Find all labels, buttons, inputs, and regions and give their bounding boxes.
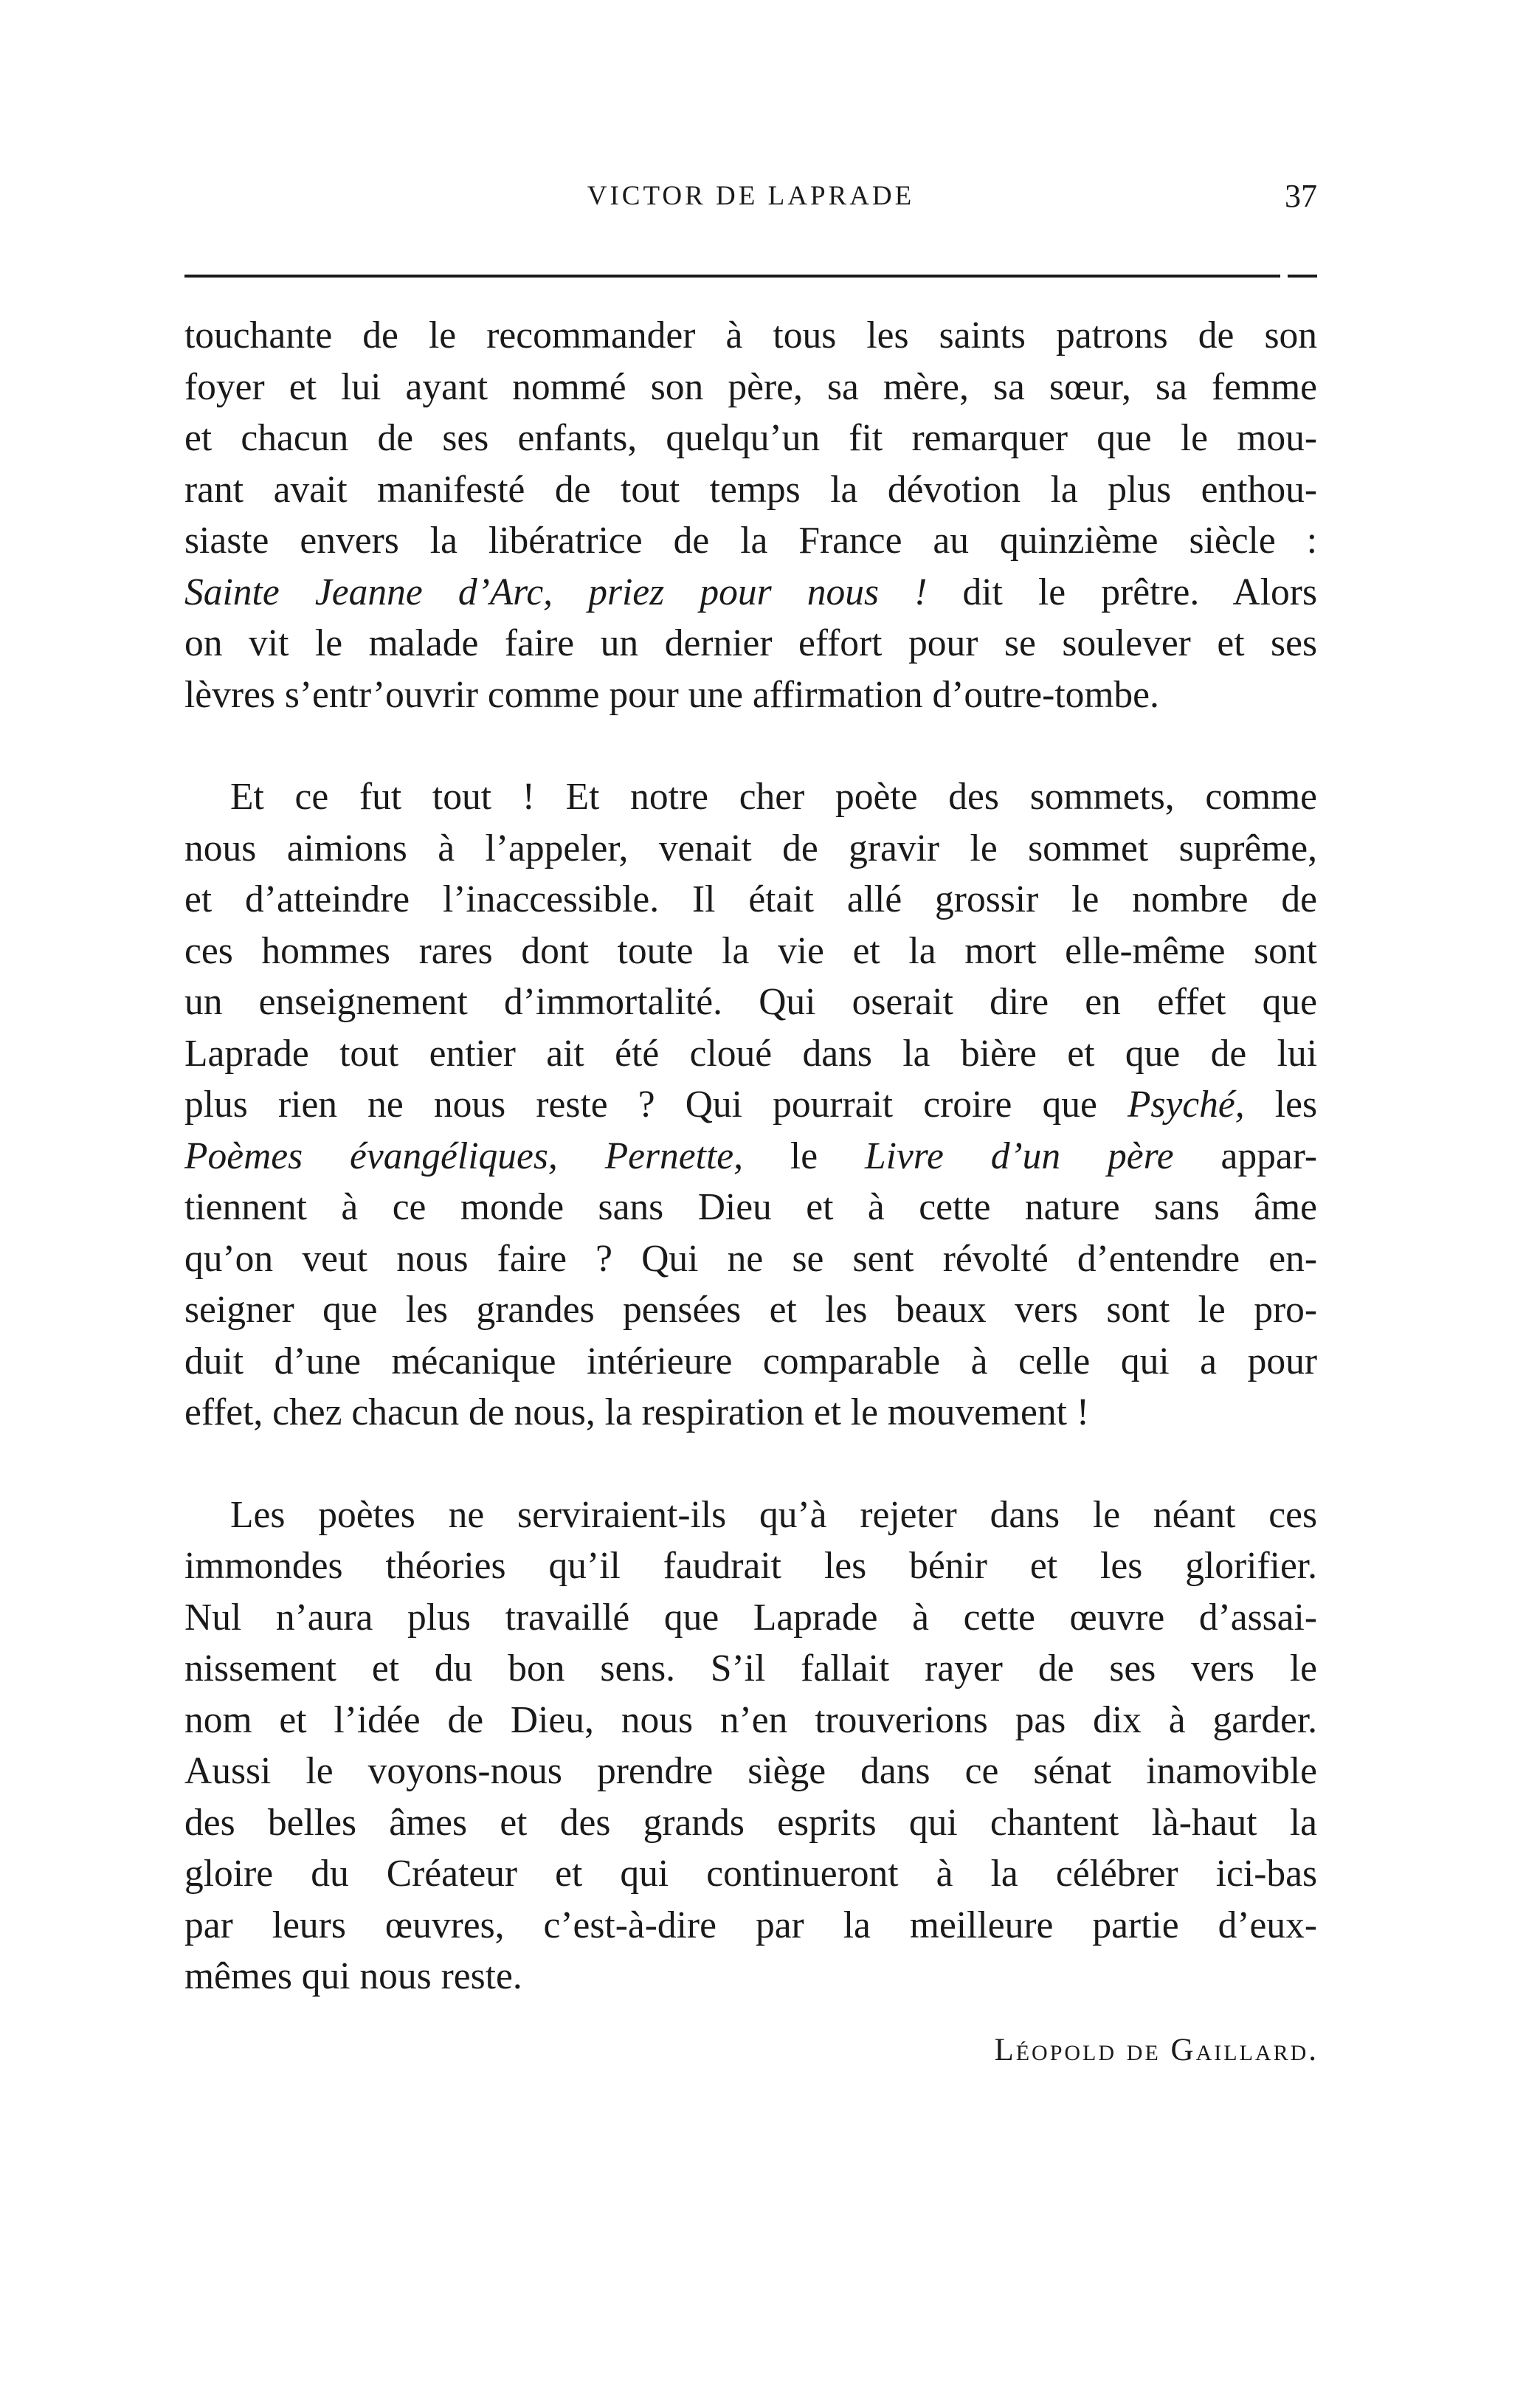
text-line: seigner que les grandes pensées et les beaux vers sont le pro- bbox=[184, 1289, 1317, 1331]
text-line: et d’atteindre l’inaccessible. Il était allé grossir le nombre de bbox=[184, 878, 1317, 920]
header-rule-tail bbox=[1288, 275, 1317, 278]
text-line: siaste envers la libératrice de la France au quinzième siècle : bbox=[184, 520, 1317, 562]
text-line: effet, chez chacun de nous, la respiration et le mouvement ! bbox=[184, 1391, 1089, 1433]
text-line: et chacun de ses enfants, quelqu’un fit remarquer que le mou- bbox=[184, 417, 1317, 459]
text-line: un enseignement d’immortalité. Qui oserait dire en effet que bbox=[184, 981, 1317, 1023]
text-line: nissement et du bon sens. S’il fallait rayer de ses vers le bbox=[184, 1647, 1317, 1690]
header-rule bbox=[184, 275, 1280, 278]
text-line: touchante de le recommander à tous les saints patrons de son bbox=[184, 314, 1317, 357]
body-text bbox=[184, 310, 1317, 2002]
text-line: tiennent à ce monde sans Dieu et à cette nature sans âme bbox=[184, 1186, 1317, 1228]
text-line-italic-titles: Poèmes évangéliques, Pernette, le Livre d’un père appar- bbox=[184, 1134, 1317, 1177]
text-line: nous aimions à l’appeler, venait de gravir le sommet suprême, bbox=[184, 827, 1317, 869]
text-line: qu’on veut nous faire ? Qui ne se sent révolté d’entendre en- bbox=[184, 1237, 1317, 1280]
text-line: nom et l’idée de Dieu, nous n’en trouverions pas dix à garder. bbox=[184, 1698, 1317, 1741]
text-line: ces hommes rares dont toute la vie et la mort elle-même sont bbox=[184, 929, 1317, 972]
page-number: 37 bbox=[1285, 178, 1317, 214]
text-line: par leurs œuvres, c’est-à-dire par la meilleure partie d’eux- bbox=[184, 1904, 1317, 1946]
text-line: immondes théories qu’il faudrait les bénir et les glorifier. bbox=[184, 1545, 1317, 1587]
author-signature: Léopold de Gaillard. bbox=[994, 2033, 1319, 2067]
text-line: duit d’une mécanique intérieure comparable à celle qui a pour bbox=[184, 1340, 1317, 1382]
page-header bbox=[184, 174, 1317, 218]
text-line-italic-title: plus rien ne nous reste ? Qui pourrait croire que Psyché, les bbox=[184, 1084, 1317, 1126]
paragraph-2 bbox=[184, 771, 1317, 1439]
text-line: Et ce fut tout ! Et notre cher poète des sommets, comme bbox=[230, 776, 1317, 818]
running-title: VICTOR DE LAPRADE bbox=[587, 181, 915, 211]
text-line: foyer et lui ayant nommé son père, sa mère, sa sœur, sa femme bbox=[184, 365, 1317, 408]
text-line: gloire du Créateur et qui continueront à la célébrer ici-bas bbox=[184, 1853, 1317, 1895]
text-line: Les poètes ne serviraient-ils qu’à rejeter dans le néant ces bbox=[230, 1493, 1317, 1536]
paragraph-3 bbox=[184, 1489, 1317, 2002]
paragraph-1 bbox=[184, 310, 1317, 720]
text-line: on vit le malade faire un dernier effort pour se soulever et ses bbox=[184, 622, 1317, 664]
text-line: rant avait manifesté de tout temps la dévotion la plus enthou- bbox=[184, 468, 1317, 511]
text-line: Laprade tout entier ait été cloué dans la bière et que de lui bbox=[184, 1032, 1317, 1075]
text-line-italic-prayer: Sainte Jeanne d’Arc, priez pour nous ! dit le prêtre. Alors bbox=[184, 571, 1317, 613]
text-line: des belles âmes et des grands esprits qui chantent là-haut la bbox=[184, 1801, 1317, 1844]
text-line: lèvres s’entr’ouvrir comme pour une affirmation d’outre-tombe. bbox=[184, 673, 1159, 716]
text-line: mêmes qui nous reste. bbox=[184, 1955, 522, 1997]
text-line: Nul n’aura plus travaillé que Laprade à cette œuvre d’assai- bbox=[184, 1596, 1317, 1639]
text-line: Aussi le voyons-nous prendre siège dans ce sénat inamovible bbox=[184, 1750, 1317, 1792]
